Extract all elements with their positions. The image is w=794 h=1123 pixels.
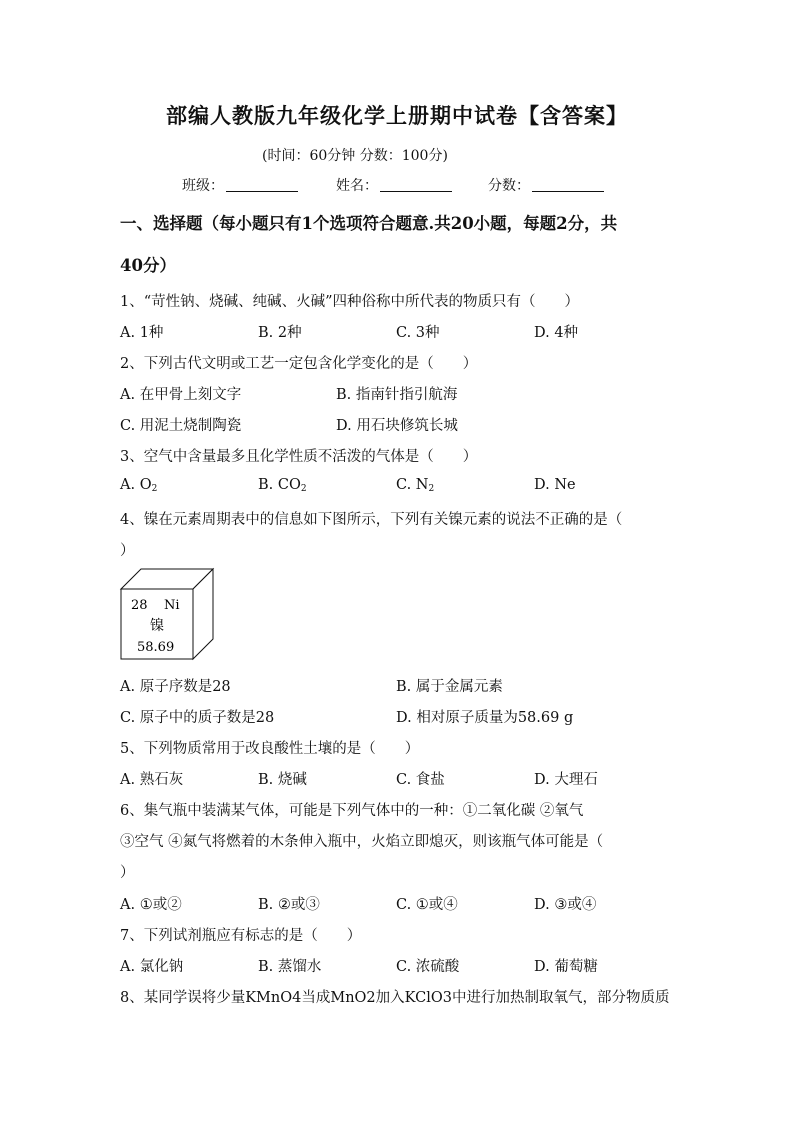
question-1: 1、“苛性钠、烧碱、纯碱、火碱”四种俗称中所代表的物质只有（ ） xyxy=(120,294,580,310)
score-blank[interactable] xyxy=(532,177,604,192)
q7-option-b: B. 蒸馏水 xyxy=(258,959,322,975)
question-6: 6、集气瓶中装满某气体，可能是下列气体中的一种：①二氧化碳 ②氧气 xyxy=(120,803,584,819)
question-4-cont: ） xyxy=(120,543,135,559)
q3-option-a xyxy=(120,477,157,494)
q3-option-c-text: C. N xyxy=(396,477,429,493)
q7-option-a: A. 氯化钠 xyxy=(120,959,184,975)
q6-option-b: B. ②或③ xyxy=(258,897,320,913)
class-field xyxy=(182,175,298,195)
q1-option-d: D. 4种 xyxy=(534,325,579,341)
name-field xyxy=(336,175,452,195)
q6-option-a: A. ①或② xyxy=(120,897,182,913)
q2-option-c: C. 用泥土烧制陶瓷 xyxy=(120,418,242,434)
question-7: 7、下列试剂瓶应有标志的是（ ） xyxy=(120,928,362,944)
q2-option-b: B. 指南针指引航海 xyxy=(336,387,458,403)
q5-option-a: A. 熟石灰 xyxy=(120,772,184,788)
question-2: 2、下列古代文明或工艺一定包含化学变化的是（ ） xyxy=(120,356,478,372)
class-blank[interactable] xyxy=(226,177,298,192)
question-3: 3、空气中含量最多且化学性质不活泼的气体是（ ） xyxy=(120,449,478,465)
q7-option-d: D. 葡萄糖 xyxy=(534,959,598,975)
exam-time-score: (时间：60分钟 分数：100分) xyxy=(262,148,448,164)
element-name: 镍 xyxy=(150,618,164,634)
q4-option-d: D. 相对原子质量为58.69 g xyxy=(396,710,574,726)
exam-title: 部编人教版九年级化学上册期中试卷【含答案】 xyxy=(166,103,628,128)
q2-option-d: D. 用石块修筑长城 xyxy=(336,418,458,434)
class-label: 班级： xyxy=(182,178,224,194)
element-symbol: Ni xyxy=(164,598,180,613)
q4-option-b: B. 属于金属元素 xyxy=(396,679,503,695)
q1-option-b: B. 2种 xyxy=(258,325,302,341)
element-number: 28 xyxy=(131,598,148,613)
q1-option-a: A. 1种 xyxy=(120,325,164,341)
question-6-cont: ③空气 ④氮气将燃着的木条伸入瓶中，火焰立即熄灭，则该瓶气体可能是（ xyxy=(120,834,604,850)
q3-option-b xyxy=(258,477,307,494)
name-blank[interactable] xyxy=(380,177,452,192)
q3-option-b-sub: 2 xyxy=(300,484,307,494)
q5-option-b: B. 烧碱 xyxy=(258,772,307,788)
q6-option-c: C. ①或④ xyxy=(396,897,458,913)
question-6-cont2: ） xyxy=(120,865,135,881)
q2-option-a: A. 在甲骨上刻文字 xyxy=(120,387,242,403)
score-label: 分数： xyxy=(488,178,530,194)
name-label: 姓名： xyxy=(336,178,378,194)
q3-option-c-sub: 2 xyxy=(428,484,435,494)
q5-option-d: D. 大理石 xyxy=(534,772,598,788)
element-mass: 58.69 xyxy=(137,640,175,655)
q3-option-a-text: A. O xyxy=(120,477,152,493)
q1-option-c: C. 3种 xyxy=(396,325,440,341)
q4-option-c: C. 原子中的质子数是28 xyxy=(120,710,275,726)
q3-option-a-sub: 2 xyxy=(151,484,158,494)
q6-option-d: D. ③或④ xyxy=(534,897,597,913)
score-field xyxy=(488,175,604,195)
question-4: 4、镍在元素周期表中的信息如下图所示，下列有关镍元素的说法不正确的是（ xyxy=(120,512,623,528)
q7-option-c: C. 浓硫酸 xyxy=(396,959,460,975)
q4-option-a: A. 原子序数是28 xyxy=(120,679,231,695)
section-heading-cont: 40分） xyxy=(120,256,176,275)
question-8: 8、某同学误将少量KMnO4当成MnO2加入KClO3中进行加热制取氧气，部分物质质 xyxy=(120,990,670,1006)
section-heading: 一、选择题（每小题只有1个选项符合题意.共20小题，每题2分，共 xyxy=(120,214,618,233)
q3-option-b-text: B. CO xyxy=(258,477,301,493)
q3-option-d: D. Ne xyxy=(534,477,576,493)
q5-option-c: C. 食盐 xyxy=(396,772,445,788)
nickel-element-cell xyxy=(118,567,218,667)
element-cube-figure xyxy=(118,567,218,663)
q3-option-c xyxy=(396,477,434,494)
question-5: 5、下列物质常用于改良酸性土壤的是（ ） xyxy=(120,741,420,757)
